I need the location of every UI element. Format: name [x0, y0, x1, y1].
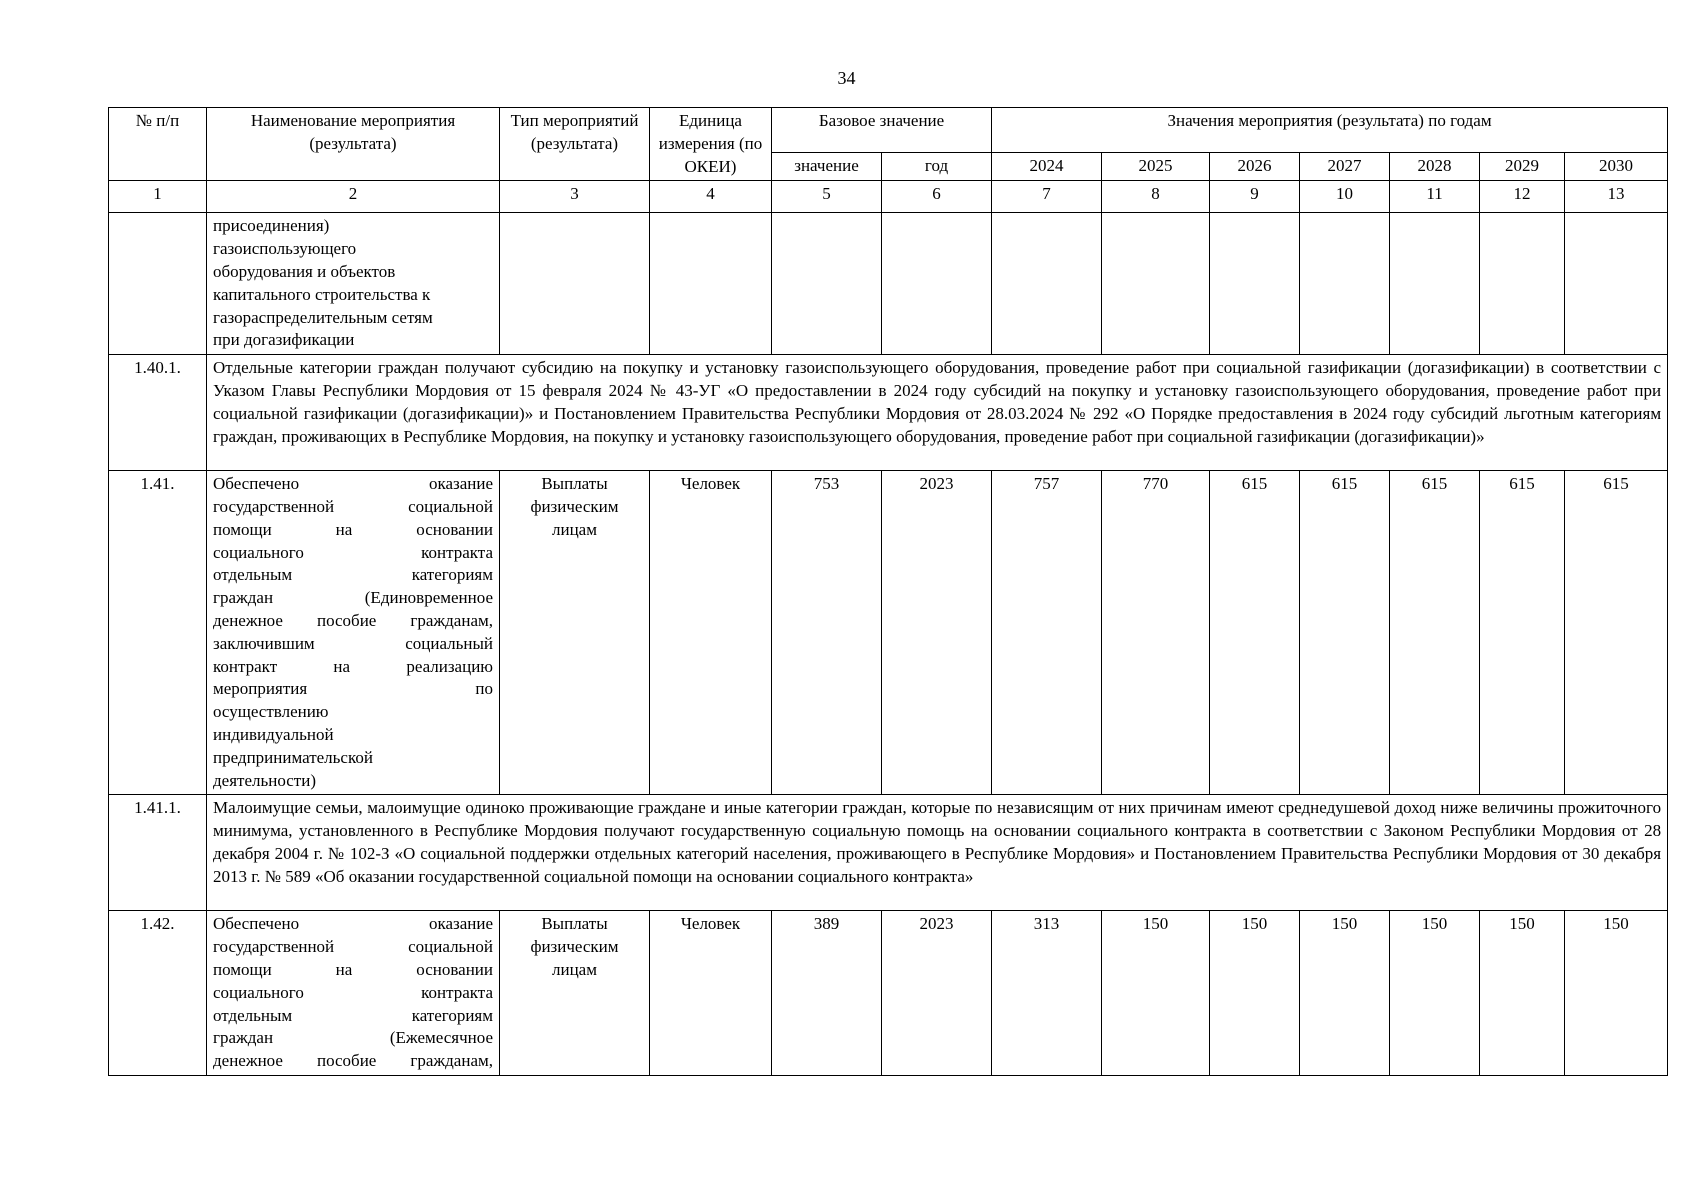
row-base-value: 389	[772, 911, 882, 1076]
col-number: 11	[1390, 181, 1480, 213]
row-year-value: 615	[1480, 471, 1565, 795]
header-base-value: значение	[772, 153, 882, 181]
row-year-value: 150	[1480, 911, 1565, 1076]
col-number: 10	[1300, 181, 1390, 213]
row-num: 1.41.	[109, 471, 207, 795]
col-number: 5	[772, 181, 882, 213]
row-name: Обеспечено оказание государственной социальной помощи на основании социального контракта отдельным категориям граждан (Ежемесячное денежное пособие гражданам,	[207, 911, 500, 1076]
col-number: 6	[882, 181, 992, 213]
col-number: 1	[109, 181, 207, 213]
col-number: 13	[1565, 181, 1668, 213]
row-base-year: 2023	[882, 911, 992, 1076]
header-unit: Единица измерения (по ОКЕИ)	[650, 108, 772, 181]
row-year-value: 150	[1210, 911, 1300, 1076]
col-number: 3	[500, 181, 650, 213]
table-row	[109, 471, 1668, 795]
table-row	[109, 795, 1668, 911]
row-unit: Человек	[650, 911, 772, 1076]
row-year-value: 615	[1300, 471, 1390, 795]
header-base-year: год	[882, 153, 992, 181]
col-number: 9	[1210, 181, 1300, 213]
header-year: 2029	[1480, 153, 1565, 181]
header-year: 2028	[1390, 153, 1480, 181]
table-row	[109, 911, 1668, 1076]
header-row-1	[109, 108, 1668, 153]
header-year: 2030	[1565, 153, 1668, 181]
row-base-value: 753	[772, 471, 882, 795]
col-number: 8	[1102, 181, 1210, 213]
row-description: Малоимущие семьи, малоимущие одиноко проживающие граждане и иные категории граждан, которые по независящим от них причинам имеют среднедушевой доход ниже величины прожиточного минимума, установленного в Республике Мордовия получают государственную социальную помощь на основании социального контракта в соответствии с Законом Республики Мордовия от 28 декабря 2004 г. № 102-З «О социальной поддержки отдельных категорий населения, проживающего в Республике Мордовия» и Постановлением Правительства Республики Мордовия от 30 декабря 2013 г. № 589 «Об оказании государственной социальной помощи на основании социального контракта»	[207, 795, 1668, 911]
row-num: 1.41.1.	[109, 795, 207, 911]
header-year: 2024	[992, 153, 1102, 181]
table-row	[109, 355, 1668, 471]
row-name: присоединения) газоиспользующего оборудования и объектов капитального строительства к газораспределительным сетям при догазификации	[207, 213, 500, 355]
row-year-value: 150	[1102, 911, 1210, 1076]
row-year-value: 615	[1565, 471, 1668, 795]
header-name: Наименование мероприятия (результата)	[207, 108, 500, 181]
col-number: 4	[650, 181, 772, 213]
header-year: 2026	[1210, 153, 1300, 181]
row-year-value: 615	[1390, 471, 1480, 795]
column-number-row	[109, 181, 1668, 213]
header-year: 2027	[1300, 153, 1390, 181]
row-year-value: 757	[992, 471, 1102, 795]
page-number: 34	[837, 68, 856, 88]
row-year-value: 150	[1390, 911, 1480, 1076]
header-base: Базовое значение	[772, 108, 992, 153]
col-number: 7	[992, 181, 1102, 213]
row-num: 1.40.1.	[109, 355, 207, 471]
row-year-value: 615	[1210, 471, 1300, 795]
row-description: Отдельные категории граждан получают субсидию на покупку и установку газоиспользующего оборудования, проведение работ при социальной газификации (догазификации) в соответствии с Указом Главы Республики Мордовия от 15 февраля 2024 № 43-УГ «О предоставлении в 2024 году субсидий на покупку и установку газоиспользующего оборудования, проведение работ при социальной газификации (догазификации)» и Постановлением Правительства Республики Мордовия от 28.03.2024 № 292 «О Порядке предоставления в 2024 году субсидий льготным категориям граждан, проживающих в Республике Мордовия, на покупку и установку газоиспользующего оборудования, проведение работ при социальной газификации (догазификации)»	[207, 355, 1668, 471]
col-number: 12	[1480, 181, 1565, 213]
row-year-value: 150	[1300, 911, 1390, 1076]
col-number: 2	[207, 181, 500, 213]
header-years: Значения мероприятия (результата) по годам	[992, 108, 1668, 153]
row-year-value: 770	[1102, 471, 1210, 795]
row-year-value: 313	[992, 911, 1102, 1076]
table-row	[109, 213, 1668, 355]
row-base-year: 2023	[882, 471, 992, 795]
row-year-value: 150	[1565, 911, 1668, 1076]
header-num: № п/п	[109, 108, 207, 181]
header-type: Тип мероприятий (результата)	[500, 108, 650, 181]
row-name: Обеспечено оказание государственной социальной помощи на основании социального контракта отдельным категориям граждан (Единовременное денежное пособие гражданам, заключившим социальный контракт на реализацию мероприятия по осуществлению индивидуальной предпринимательской деятельности)	[207, 471, 500, 795]
row-num-empty	[109, 213, 207, 355]
header-year: 2025	[1102, 153, 1210, 181]
row-type: Выплаты физическим лицам	[500, 911, 650, 1076]
results-table	[108, 107, 1668, 1076]
row-unit: Человек	[650, 471, 772, 795]
row-num: 1.42.	[109, 911, 207, 1076]
row-type: Выплаты физическим лицам	[500, 471, 650, 795]
